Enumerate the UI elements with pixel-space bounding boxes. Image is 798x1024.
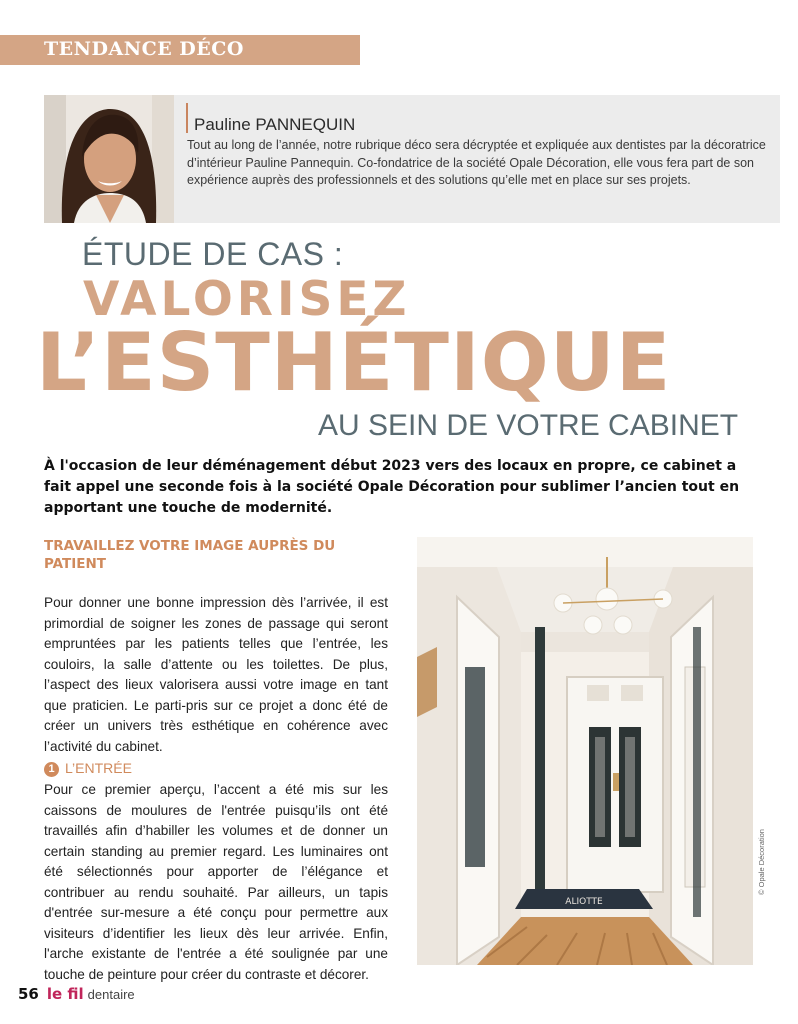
author-name: Pauline PANNEQUIN bbox=[194, 115, 356, 134]
author-divider bbox=[186, 103, 188, 133]
headline-line-2: L’ESTHÉTIQUE bbox=[36, 316, 672, 409]
author-box bbox=[44, 95, 780, 223]
body-paragraph-1: Pour donner une bonne impression dès l’arrivée, il est primordial de soigner les zones de passage qui seront empruntées par les patients telles que l’entrée, les couloirs, la salle d’attente ou les toilettes. De plus, l’aspect des lieux valorisera aussi votre image en tant que praticien. Le parti-pris sur ce projet a donc été de créer un univers très esthétique en cohérence avec l’activité du cabinet. bbox=[44, 595, 388, 754]
brand-suffix: dentaire bbox=[87, 987, 135, 1002]
photo-credit: © Opale Décoration bbox=[757, 829, 766, 895]
title-kicker: ÉTUDE DE CAS : bbox=[82, 236, 344, 272]
body-paragraph-2: Pour ce premier aperçu, l’accent a été mis sur les caissons de moulures de l'entrée puisqu’ils ont été travaillés afin d’habiller les volumes et de donner un certain standing au premier regard. Les luminaires ont été sélectionnés pour apporter de l’élégance et contribuer au rendu souhaité. Par ailleurs, un tapis d'entrée sur-mesure a été conçu pour permettre aux visiteurs d’identifier les lieux dès leur arrivée. Enfin, l'arche existante de l'entrée a été soulignée par une touche de peinture pour créer du contraste et décorer. bbox=[44, 782, 388, 982]
title-subtitle: AU SEIN DE VOTRE CABINET bbox=[318, 409, 739, 442]
lede-paragraph: À l'occasion de leur déménagement début 2023 vers des locaux en propre, ce cabinet a fait appel une seconde fois à la société Opale Décoration pour sublimer l’ancien tout en apportant une touche de modernité. bbox=[44, 458, 740, 516]
page-number: 56 bbox=[18, 985, 39, 1003]
author-bio: Tout au long de l’année, notre rubrique déco sera décryptée et expliquée aux dentistes par la décoratrice d’intérieur Pauline Pannequin. Co-fondatrice de la société Opale Décoration, elle vous fera part de son expérience auprès des professionnels et des solutions qu’elle met en place sur ses projets. bbox=[187, 138, 766, 187]
headline-line-1: VALORISEZ bbox=[83, 272, 411, 327]
author-portrait bbox=[44, 95, 174, 223]
subsection-heading bbox=[44, 760, 132, 777]
hallway-photo bbox=[417, 537, 753, 965]
subsection-title: L’ENTRÉE bbox=[65, 760, 132, 776]
section-title: TRAVAILLEZ VOTRE IMAGE AUPRÈS DU PATIENT bbox=[44, 538, 336, 572]
brand-logo: le fil bbox=[46, 985, 84, 1003]
number-badge: 1 bbox=[44, 762, 59, 777]
page-footer bbox=[18, 985, 135, 1004]
rubric-label: TENDANCE DÉCO bbox=[44, 38, 244, 60]
mat-logo: ALIOTTE bbox=[565, 897, 603, 907]
rubric-banner bbox=[0, 35, 360, 65]
